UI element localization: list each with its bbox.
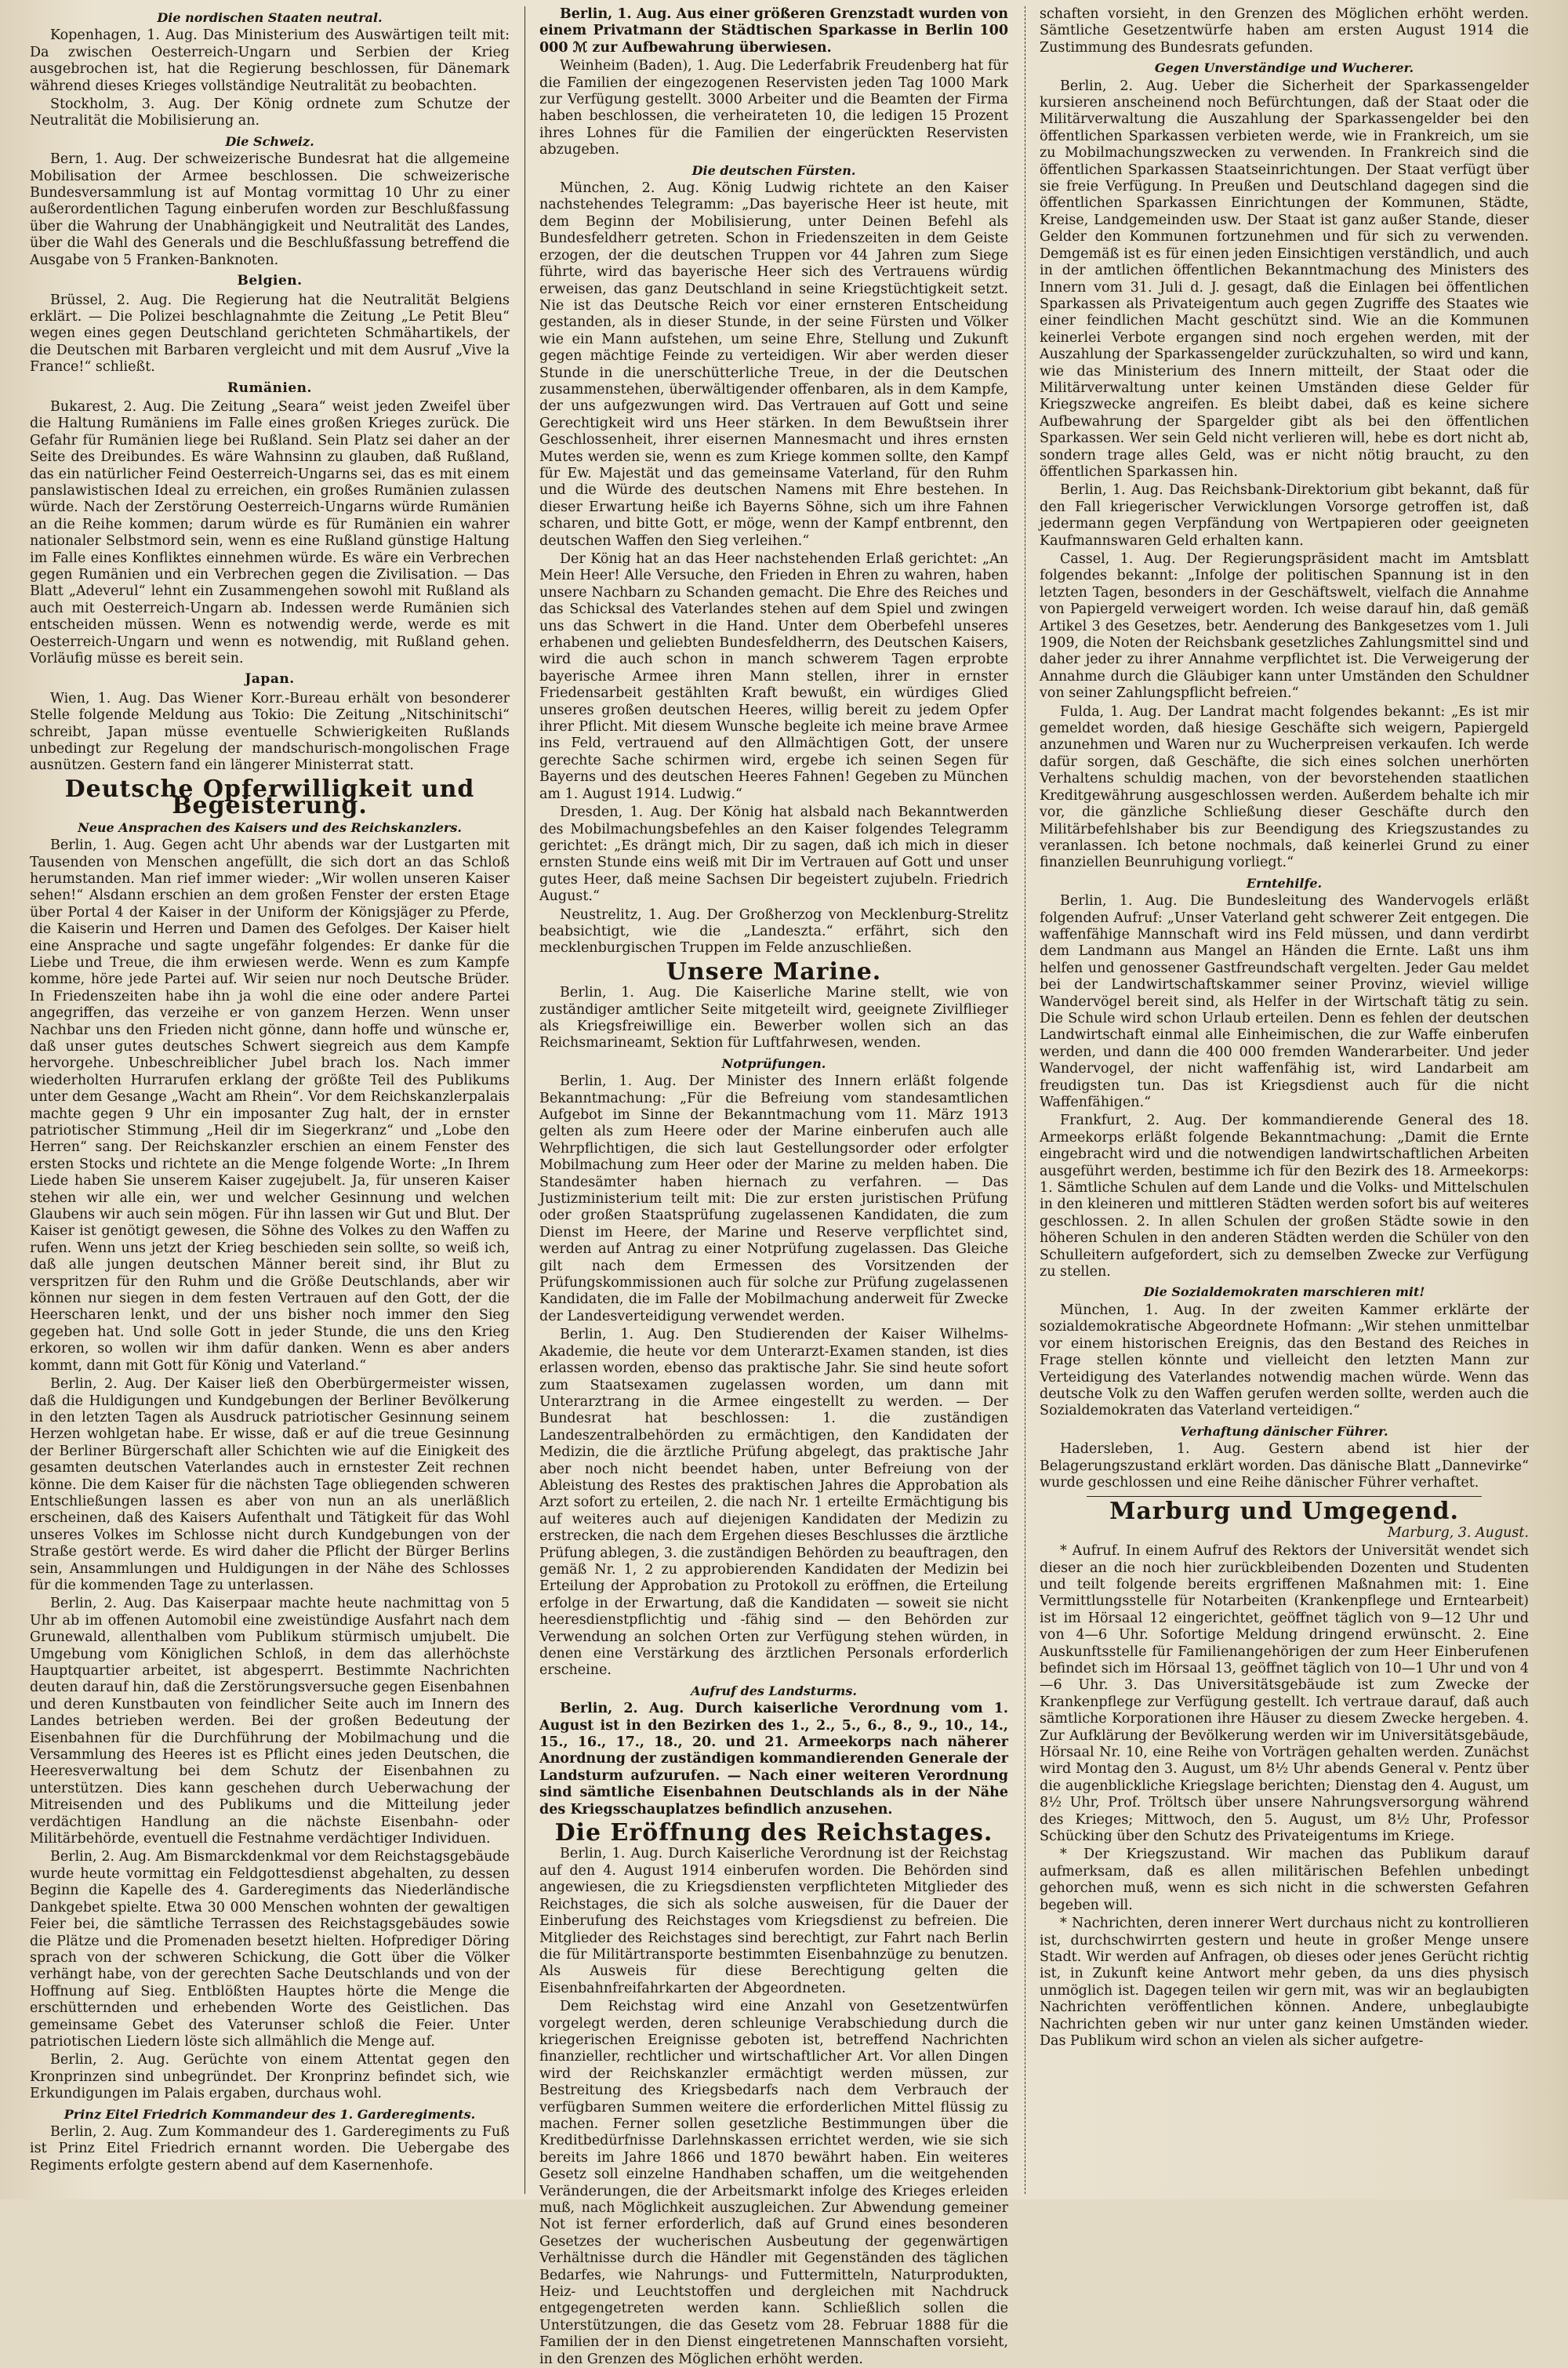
- separator-rule: [1087, 1496, 1482, 1497]
- article-berlin-reichstag: Berlin, 1. Aug. Durch Kaiserliche Verordnung ist der Reichstag auf den 4. August 1914 einberufen worden. Die Behörden sind angewiesen, die zu Kriegsdiensten verpflichteten Mitglieder des Reichstages, die sich als solche ausweisen, für die Dauer der Einberufung des Reichstages vom Kriegsdienst zu befreien. Die Mitglieder des Reichstages sind berechtigt, zur Fahrt nach Berlin die für Militärtransporte bestimmten Eisenbahnzüge zu benutzen. Als Ausweis für diese Berechtigung gelten die Eisenbahnfreifahrkarten der Abgeordneten.: [539, 1846, 1008, 1996]
- article-berlin-kaiserpaar: Berlin, 2. Aug. Das Kaiserpaar machte heute nachmittag von 5 Uhr ab im offenen Automobil eine zweistündige Ausfahrt nach dem Grunewald, allenthalben vom Publikum stürmisch umjubelt. Die Umgebung vom Königlichen Schloß, in dem das allerhöchste Hauptquartier arbeitet, ist abgesperrt. Bestimmte Nachrichten deuten darauf hin, daß die Zerstörungsversuche gegen Eisenbahnen und deren Kunstbauten von feindlicher Seite auch im Innern des Landes betrieben werden. Bei der großen Bedeutung der Eisenbahnen für die Durchführung der Mobilmachung und die Versammlung des Heeres ist es Pflicht eines jeden Deutschen, die Heeresverwaltung bei dem Schutz der Eisenbahnen zu unterstützen. Dies kann geschehen durch Ueberwachung der Mitreisenden und des Publikums und die Mitteilung jeder verdächtigen Handlung an die nächste Eisenbahn- oder Militärbehörde, eventuell die Festnahme verdächtiger Individuen.: [30, 1596, 510, 1847]
- section-title-opferwilligkeit: Deutsche Opferwilligkeit und Begeisterung.: [64, 775, 475, 820]
- article-berlin-landsturm: Berlin, 2. Aug. Durch kaiserliche Verordnung vom 1. August ist in den Bezirken des 1., 2., 5., 6., 8., 9., 10., 14., 15., 16., 17., 18., 20. und 21. Armeekorps nach näherer Anordnung der zuständigen kommandierenden Generale der Landsturm aufzurufen. — Nach einer weiteren Verordnung sind sämtliche Eisenbahnen Deutschlands als in der Nähe des Kriegsschauplatzes befindlich anzusehen.: [539, 1701, 1008, 1818]
- dateline-marburg: Marburg, 3. August.: [1387, 1524, 1529, 1541]
- heading-verhaftung: Verhaftung dänischer Führer.: [1180, 1423, 1388, 1439]
- heading-erntehilfe: Erntehilfe.: [1246, 875, 1323, 891]
- heading-sozialdemokraten: Die Sozialdemokraten marschieren mit!: [1143, 1284, 1425, 1300]
- article-berlin-studierende: Berlin, 1. Aug. Den Studierenden der Kaiser Wilhelms-Akademie, die heute vor dem Unterarzt-Examen standen, ist dies erlassen worden, ebenso das praktische Jahr. Sie sind heute sofort zum Staatsexamen zugelassen worden, um dann mit Unterarztrang in die Armee eingestellt zu werden. — Der Bundesrat hat beschlossen: 1. die zuständigen Landeszentralbehörden zu ermächtigen, den Kandidaten der Medizin, die die ärztliche Prüfung abgelegt, das praktische Jahr aber noch nicht beendet haben, unter Befreiung von der Ableistung des Restes des praktischen Jahres die Approbation als Arzt sofort zu erteilen, 2. die nach Nr. 1 erteilte Ermächtigung bis auf weiteres auch auf diejenigen Kandidaten der Medizin zu erstrecken, die nach dem Ergehen dieses Beschlusses die ärztliche Prüfung ablegen, 3. die zuständigen Behörden zu beauftragen, den gemäß Nr. 1, 2 zu approbierenden Kandidaten der Medizin bei Erteilung der Approbation zu Protokoll zu eröffnen, die Erteilung erfolge in der Erwartung, daß die Kandidaten — soweit sie nicht heeresdienstpflichtig und -fähig sind — den Behörden zur Verwendung an solchen Orten zur Verfügung stehen würden, in denen eine Verstärkung des ärztlichen Personals erforderlich erscheine.: [539, 1327, 1008, 1679]
- article-muenchen-telegramm: München, 2. Aug. König Ludwig richtete an den Kaiser nachstehendes Telegramm: „Das bayerische Heer ist heute, mit dem Beginn der Mobilisierung, unter Deinen Befehl als Bundesfeldherr getreten. Schon in Friedenszeiten in dem Geiste erzogen, der die deutschen Truppen vor 44 Jahren zum Siege führte, wird das bayerische Heer sich des Vertrauens würdig erweisen, das ganz Deutschland in seine Kriegstüchtigkeit setzt. Nie ist das Deutsche Reich vor einer ernsteren Entscheidung gestanden, als in dieser Stunde, in der seine Fürsten und Völker wie ein Mann aufstehen, um seine Ehre, Stellung und Zukunft gegen mächtige Feinde zu verteidigen. Wir aber werden dieser Stunde in die unerschütterliche Treue, in der die Deutschen zusammenstehen, überwältigender offenbaren, als in dem Kampfe, der uns aufgezwungen wird. Das Vertrauen auf Gott und seine Gerechtigkeit wird uns Heer stärken. In dem Bewußtsein ihrer Geschlossenheit, ihrer eisernen Mannesmacht und ihres ernsten Mutes werden sie, wenn es zum Kriege kommen sollte, den Kampf für Ew. Majestät und das gemeinsame Vaterland, für den Ruhm und die Würde des deutschen Namens mit Ehre bestehen. In dieser Erwartung heiße ich Bayerns Söhne, sich um ihre Fahnen scharen, und bitte Gott, er möge, wenn der Kampf entbrennt, den deutschen Waffen den Sieg verleihen.“: [539, 180, 1008, 549]
- heading-belgien: Belgien.: [237, 273, 303, 289]
- article-muenchen-erlass: Der König hat an das Heer nachstehenden Erlaß gerichtet: „An Mein Heer! Alle Versuche, den Frieden in Ehren zu wahren, haben unsere Nachbarn zu Schanden gemacht. Die Ehre des Reiches und das Schicksal des Vaterlandes stehen auf dem Spiel und zwingen uns das Schwert in die Hand. Unter dem Oberbefehl unseres erhabenen und geliebten Bundesfeldherrn, des Deutschen Kaisers, wird die auch schon in manch schwerem Tagen erprobte bayerische Armee ihren Mann stellen, ihrer in ernster Friedensarbeit gestählten Kraft bewußt, ein würdiges Glied unseres großen deutschen Heeres, willig bereit zu jedem Opfer ihrer Pflicht. Mit diesem Wunsche begleite ich meine brave Armee ins Feld, vertrauend auf den Allmächtigen Gott, der unsere gerechte Sache schirmen wird, ergebe ich seinen Segen für Bayerns und des deutschen Heeres Fahnen! Gegeben zu München am 1. August 1914. Ludwig.“: [539, 551, 1008, 802]
- heading-nordic-states: Die nordischen Staaten neutral.: [157, 10, 383, 25]
- article-fulda: Fulda, 1. Aug. Der Landrat macht folgendes bekannt: „Es ist mir gemeldet worden, daß hiesige Geschäfte sich weigern, Papiergeld anzunehmen und Waren nur zu Wucherpreisen verkaufen. Ich werde dafür sorgen, daß Geschäfte, die sich eines solchen unerhörten Verhaltens schuldig machen, von der bevorstehenden staatlichen Kreditgewährung ausgeschlossen werden. Außerdem behalte ich mir vor, die gänzliche Schließung dieser Geschäfte durch den Militärbefehlshaber bis zur Beendigung des Kriegszustandes zu veranlassen. Ich betone nochmals, daß keinerlei Grund zu einer finanziellen Beunruhigung vorliegt.“: [1040, 703, 1529, 871]
- article-kriegszustand: * Der Kriegszustand. Wir machen das Publikum darauf aufmerksam, daß es allen militärischen Befehlen unbedingt gehorchen muß, wenn es sich nicht in die schwersten Gefahren begeben will.: [1040, 1847, 1529, 1913]
- column-1: [30, 6, 510, 2194]
- article-weinheim: Weinheim (Baden), 1. Aug. Die Lederfabrik Freudenberg hat für die Familien der eingezogenen Reservisten jeden Tag 1000 Mark zur Verfügung gestellt. 3000 Arbeiter und die Beamten der Firma haben beschlossen, die verheirateten 10, die ledigen 15 Prozent ihres Lohnes für die Familien der eingerückten Reservisten abzugeben.: [539, 58, 1008, 158]
- column-3: [1040, 6, 1529, 2194]
- article-berlin-gottesdienst: Berlin, 2. Aug. Am Bismarckdenkmal vor dem Reichstagsgebäude wurde heute vormittag ein Feldgottesdienst abgehalten, zu dessen Beginn die Kapelle des 4. Garderegiments das Niederländische Dankgebet spielte. Etwa 30 000 Menschen wohnten der gewaltigen Feier bei, die sämtliche Terrassen des Reichstagsgebäudes sowie die Plätze und die Promenaden besetzt hielten. Hofprediger Döring sprach von der schweren Schickung, die Gott über die Völker verhängt habe, von der gerechten Sache Deutschlands und von der Hoffnung auf Sieg. Entblößten Hauptes hörte die Menge die erschütternden und erhebenden Worte des Geistlichen. Das gemeinsame Gebet des Vaterunser schloß die Feier. Unter patriotischen Liedern löste sich allmählich die Menge auf.: [30, 1849, 510, 2050]
- article-bukarest: Bukarest, 2. Aug. Die Zeitung „Seara“ weist jeden Zweifel über die Haltung Rumäniens im Falle eines großen Krieges zurück. Die Gefahr für Rumänien liege bei Rußland. Sein Platz sei daher an der Seite des Dreibundes. Es wäre Wahnsinn zu glauben, daß Rußland, das ein natürlicher Feind Oesterreich-Ungarns sei, das es mit einem panslawistischen Ideal zu erreichen, ein großes Rumänien zulassen würde. Nach der Zerstörung Oesterreich-Ungarns würde Rumänien an die Reihe kommen; darum würde es für Rumänien ein wahrer nationaler Selbstmord sein, wenn es eine Rußland günstige Haltung im Falle eines Konfliktes einnehmen würde. Es wäre ein Verbrechen gegen Rumänien und ein Verbrechen gegen die Zivilisation. — Das Blatt „Adeverul“ lehnt ein Zusammengehen sowohl mit Rußland als auch mit Oesterreich-Ungarn ab. Indessen werde Rumänien sich entscheiden müssen. Wenn es notwendig werde, werde es mit Oesterreich-Ungarn und wenn es notwendig, mit Rußland gehen. Vorläufig müsse es bereit sein.: [30, 398, 510, 667]
- article-muenchen-hofmann: München, 1. Aug. In der zweiten Kammer erklärte der sozialdemokratische Abgeordnete Hofmann: „Wir stehen unmittelbar vor einem historischen Ereignis, das den Bestand des Reiches in Frage stellen könnte und vielleicht den letzten Mann zur Verteidigung des Vaterlandes notwendig machen würde. Wenn das deutsche Volk zu den Waffen gerufen werden sollte, werden auch die Sozialdemokraten das Vaterland verteidigen.“: [1040, 1302, 1529, 1419]
- article-berlin-notpruefungen: Berlin, 1. Aug. Der Minister des Innern erläßt folgende Bekanntmachung: „Für die Befreiung vom standesamtlichen Aufgebot im Sinne der Bekanntmachung vom 11. März 1913 gelten als zum Heere oder der Marine einberufen auch alle Wehrpflichtigen, die sich laut Gestellungsorder oder erfolgter Mobilmachung zum Heer oder der Marine zu melden haben. Die Standesämter haben hiernach zu verfahren. — Das Justizministerium teilt mit: Die zur ersten juristischen Prüfung oder großen Staatsprüfung zugelassenen Kandidaten, die zum Dienst im Heere, der Marine und Reserve verpflichtet sind, werden auf Antrag zu einer Notprüfung zugelassen. Das Gleiche gilt nach dem Ermessen des Vorsitzenden der Prüfungskommissionen auch für solche zur Prüfung zugelassenen Kandidaten, die im Falle der Mobilmachung anderweit für Zwecke der Landesverteidigung verwendet werden.: [539, 1073, 1008, 1324]
- heading-notpruefungen: Notprüfungen.: [721, 1055, 826, 1071]
- article-stockholm: Stockholm, 3. Aug. Der König ordnete zum Schutze der Neutralität die Mobilisierung an.: [30, 96, 510, 129]
- subheading-ansprachen: Neue Ansprachen des Kaisers und des Reichskanzlers.: [78, 819, 462, 835]
- section-title-marburg: Marburg und Umgegend.: [1109, 1498, 1459, 1526]
- heading-deutsche-fuersten: Die deutschen Fürsten.: [691, 162, 856, 178]
- article-berlin-marine: Berlin, 1. Aug. Die Kaiserliche Marine stellt, wie von zuständiger amtlicher Seite mitgeteilt wird, geeignete Zivilflieger als Kriegsfreiwillige ein. Bewerber wollen sich an das Reichsmarineamt, Sektion für Luftfahrwesen, wenden.: [539, 985, 1008, 1051]
- article-berlin-kaiser: Berlin, 1. Aug. Gegen acht Uhr abends war der Lustgarten mit Tausenden von Menschen angefüllt, die sich dort an das Schloß herumstanden. Man rief immer wieder: „Wir wollen unseren Kaiser sehen!“ Alsdann erschien an dem großen Fenster der ersten Etage über Portal 4 der Kaiser in der Uniform der Königsjäger zu Pferde, die Kaiserin und Herren und Damen des Gefolges. Der Kaiser hielt eine Ansprache und sagte ungefähr folgendes: Er danke für die Liebe und Treue, die ihm erwiesen werde. Wenn es zum Kampfe komme, höre jede Partei auf. Wir seien nur noch Deutsche Brüder. In Friedenszeiten habe ihn ja wohl die eine oder andere Partei angegriffen, das verzeihe er von ganzem Herzen. Wenn unser Nachbar uns den Frieden nicht gönne, dann hoffe und wünsche er, daß unser gutes deutsches Schwert siegreich aus dem Kampfe hervorgehe. Unbeschreiblicher Jubel brach los. Nach immer wiederholten Hurrarufen erklang der größte Teil des Publikums unter dem Gesange „Wacht am Rhein“. Vor dem Reichskanzlerpalais machte gegen 9 Uhr ein imposanter Zug halt, der in ernster patriotischer Stimmung „Heil dir im Siegerkranz“ und „Lobe den Herren“ sang. Der Reichskanzler erschien an einem Fenster des ersten Stocks und richtete an die Menge folgende Worte: „In Ihrem Liede haben Sie unserem Kaiser zugejubelt. Ja, für unseren Kaiser stehen wir alle ein, wer und welcher Gesinnung und welchen Glaubens wir auch sein mögen. Für ihn lassen wir Gut und Blut. Der Kaiser ist genötigt gewesen, die Söhne des Volkes zu den Waffen zu rufen. Wenn uns jetzt der Krieg beschieden sein sollte, so weiß ich, daß alle jungen deutschen Männer bereit sind, ihr Blut zu verspritzen für den Ruhm und die Größe Deutschlands, aber wir können nur siegen in dem festen Vertrauen auf den Gott, der die Heerscharen lenkt, und der uns bisher noch immer den Sieg gegeben hat. Und solle Gott in jeder Stunde, die uns den Krieg erkoren, so wollen wir ihm dafür danken. Wenn es aber anders kommt, dann mit Gott für König und Vaterland.“: [30, 837, 510, 1374]
- article-nachrichten: * Nachrichten, deren innerer Wert durchaus nicht zu kontrollieren ist, durchschwirrten gestern und heute in großer Menge unsere Stadt. Wir werden auf Anfragen, ob dieses oder jenes Gerücht richtig ist, in Zukunft keine Antwort mehr geben, da uns dies physisch unmöglich ist. Dagegen teilen wir gern mit, was wir an beglaubigten Nachrichten veröffentlichen können. Andere, unbeglaubigte Nachrichten geben wir nur unter ganz keinen Umständen wieder. Das Publikum wird schon an vielen als sicher aufgetre-: [1040, 1916, 1529, 2049]
- article-berlin-direktorium: Berlin, 1. Aug. Das Reichsbank-Direktorium gibt bekannt, daß für den Fall kriegerischer Verwicklungen Vorsorge getroffen ist, daß jedermann gegen Verpfändung von Wertpapieren oder geeigneten Kaufmannswaren Geld erhalten kann.: [1040, 482, 1529, 549]
- article-bruessel: Brüssel, 2. Aug. Die Regierung hat die Neutralität Belgiens erklärt. — Die Polizei beschlagnahmte die Zeitung „Le Petit Bleu“ wegen eines gegen Deutschland gerichteten Schmähartikels, der die Deutschen mit Barbaren vergleicht und mit dem Ausruf „Vive la France!“ schließt.: [30, 292, 510, 376]
- article-berlin-sparkasse: Berlin, 1. Aug. Aus einer größeren Grenzstadt wurden von einem Privatmann der Städtischen Sparkasse in Berlin 100 000 ℳ zur Aufbewahrung überwiesen.: [539, 6, 1008, 56]
- article-berlin-sparkassen: Berlin, 2. Aug. Ueber die Sicherheit der Sparkassengelder kursieren anscheinend noch Befürchtungen, daß der Staat oder die Militärverwaltung die Auszahlung der Sparkassengelder bei den öffentlichen Sparkassen verbieten werde, wie in Frankreich, um sie zu Mobilmachungszwecken zu verwenden. In Frankreich sind die öffentlichen Sparkassen Staatseinrichtungen. Der Staat verfügt über sie freie Verfügung. In Preußen und Deutschland dagegen sind die öffentlichen Sparkassen Einrichtungen der Kommunen, Städte, Kreise, Landgemeinden usw. Der Staat ist ganz außer Stande, dieser Gelder den Kommunen fortzunehmen und für sich zu verwenden. Demgemäß ist es für einen jeden Einsichtigen verständlich, und auch in der amtlichen öffentlichen Bekanntmachung des Ministers des Innern vom 31. Juli d. J. gesagt, daß die Einlagen bei öffentlichen Sparkassen als Privateigentum auch gegen Zugriffe des Staates wie einer feindlichen Macht geschützt sind. Wie an die Kommunen keinerlei Verbote ergangen sind noch ergehen werden, mit der Auszahlung der Sparkassengelder zurückzuhalten, so wird und kann, wie das Ministerium des Innern mitteilt, der Staat oder die Militärverwaltung unter keinen Umständen diese Gelder für Kriegszwecke angreifen. Es bleibt dabei, daß es keine sichere Aufbewahrung der Spargelder gibt als bei den öffentlichen Sparkassen. Wer sein Geld nicht verlieren will, hebe es dort nicht ab, sondern trage alles Geld, was er nicht nötig braucht, zu den öffentlichen Sparkassen hin.: [1040, 78, 1529, 480]
- article-dresden: Dresden, 1. Aug. Der König hat alsbald nach Bekanntwerden des Mobilmachungsbefehles an den Kaiser folgendes Telegramm gerichtet: „Es drängt mich, Dir zu sagen, daß ich mich in dieser ernsten Stunde eins weiß mit Dir im Vertrauen auf Gott und unser gutes Heer, daß meine Sachsen Dir begeistert zujubeln. Friedrich August.“: [539, 804, 1008, 905]
- column-rule-left: [524, 6, 525, 2194]
- heading-rumaenien: Rumänien.: [227, 380, 312, 396]
- article-berlin-buergermeister: Berlin, 2. Aug. Der Kaiser ließ den Oberbürgermeister wissen, daß die Huldigungen und Kundgebungen der Berliner Bevölkerung in den letzten Tagen als Ausdruck patriotischer Gesinnung seinem Herzen wohlgetan habe. Er wisse, daß er auf die treue Gesinnung der Berliner Bürgerschaft aller Schichten wie auf die Einigkeit des gesamten deutschen Vaterlandes auch in ernstester Zeit rechnen könne. Die dem Kaiser für die nächsten Tage obliegenden schweren Entschließungen lassen es aber von nun an als unerläßlich erscheinen, daß des Kaisers Aufenthalt und Tätigkeit für das Wohl unseres Volkes im Schlosse nicht durch Kundgebungen von der Straße gestört werde. Es wird daher die Pflicht der Bürger Berlins sein, Ansammlungen und Huldigungen in der Nähe des Schlosses für die kommenden Tage zu unterlassen.: [30, 1376, 510, 1593]
- article-hadersleben: Hadersleben, 1. Aug. Gestern abend ist hier der Belagerungszustand erklärt worden. Das dänische Blatt „Dannevirke“ wurde geschlossen und eine Reihe dänischer Führer verhaftet.: [1040, 1441, 1529, 1491]
- section-title-reichstag: Die Eröffnung des Reichstages.: [554, 1819, 993, 1847]
- article-neustrelitz: Neustrelitz, 1. Aug. Der Großherzog von Mecklenburg-Strelitz beabsichtigt, wie die „Landeszta.“ erfährt, sich den mecklenburgischen Truppen im Felde anzuschließen.: [539, 906, 1008, 957]
- article-berlin-eitel: Berlin, 2. Aug. Zum Kommandeur des 1. Garderegiments zu Fuß ist Prinz Eitel Friedrich ernannt worden. Die Uebergabe des Regiments erfolgte gestern abend auf dem Kasernenhofe.: [30, 2123, 510, 2174]
- article-frankfurt: Frankfurt, 2. Aug. Der kommandierende General des 18. Armeekorps erläßt folgende Bekanntmachung: „Damit die Ernte eingebracht wird und die notwendigen landwirtschaftlichen Arbeiten ausgeführt werden, bestimme ich für den Bezirk des 18. Armeekorps: 1. Sämtliche Schulen auf dem Lande und die Volks- und Mittelschulen in den kleineren und mittleren Städten werden sofort bis auf weiteres geschlossen. 2. In allen Schulen der großen Städte sowie in den höheren Schulen in den anderen Städten werden die Schüler von den Schulleitern aufgefordert, sich zu demselben Zwecke zur Verfügung zu stellen.: [1040, 1113, 1529, 1280]
- article-reichstag-vorlagen: Dem Reichstag wird eine Anzahl von Gesetzentwürfen vorgelegt werden, deren schleunige Verabschiedung durch die kriegerischen Ereignisse geboten ist, betreffend Nachrichten finanzieller, rechtlicher und wirtschaftlicher Art. Vor allen Dingen wird der Reichskanzler ermächtigt werden müssen, zur Bestreitung des Kriegsbedarfs nach dem Verbrauch der verfügbaren Summen weitere die erforderlichen Mittel flüssig zu machen. Ferner sollen gesetzliche Bestimmungen über die Kreditbedürfnisse Darlehnskassen errichtet werden, wie sie sich bereits im Jahre 1866 und 1870 bewährt haben. Ein weiteres Gesetz soll einzelne Handhaben schaffen, um die weitgehenden Veränderungen, die der Arbeitsmarkt infolge des Krieges erleiden muß, nach Möglichkeit auszugleichen. Zur Abwendung gemeiner Not ist ferner erforderlich, daß auf Grund eines besonderen Gesetzes der wucherischen Ausbeutung der gegenwärtigen Verhältnisse durch die Händler mit Gegenständen des täglichen Bedarfes, wie Nahrungs- und Futtermitteln, Naturprodukten, Heiz- und Leuchtstoffen und dergleichen mit Nachdruck entgegengetreten werden kann. Schließlich sollen die Unterstützungen, die das Gesetz vom 28. Februar 1888 für die Familien der in den Dienst eingetretenen Mannschaften vorsieht, in den Grenzen des Möglichen erhöht werden.: [539, 1999, 1008, 2367]
- article-kopenhagen: Kopenhagen, 1. Aug. Das Ministerium des Auswärtigen teilt mit: Da zwischen Oesterreich-Ungarn und Serbien der Krieg ausgebrochen ist, hat die Regierung beschlossen, für Dänemark während dieses Krieges vollständige Neutralität zu beobachten.: [30, 27, 510, 94]
- article-cassel: Cassel, 1. Aug. Der Regierungspräsident macht im Amtsblatt folgendes bekannt: „Infolge der politischen Spannung ist in den letzten Tagen, besonders in der Geschäftswelt, vielfach die Annahme von Papiergeld verweigert worden. Ich weise darauf hin, daß gemäß Artikel 3 des Gesetzes, betr. Aenderung des Bankgesetzes vom 1. Juli 1909, die Noten der Reichsbank gesetzliches Zahlungsmittel sind und daher jeder zu ihrer Annahme verpflichtet ist. Die Verweigerung der Annahme durch die Gläubiger kann unter Umständen den Schuldner von seiner Zahlungspflicht befreien.“: [1040, 551, 1529, 702]
- heading-schweiz: Die Schweiz.: [225, 133, 314, 149]
- article-continuation-top: schaften vorsieht, in den Grenzen des Möglichen erhöht werden. Sämtliche Gesetzentwürfe haben am ersten August 1914 die Zustimmung des Bundesrats gefunden.: [1040, 6, 1529, 56]
- heading-wucherer: Gegen Unverständige und Wucherer.: [1154, 60, 1414, 76]
- article-berlin-attentat: Berlin, 2. Aug. Gerüchte von einem Attentat gegen den Kronprinzen sind unbegründet. Der Kronprinz befindet sich, wie Erkundigungen im Palais ergaben, durchaus wohl.: [30, 2052, 510, 2102]
- article-bern: Bern, 1. Aug. Der schweizerische Bundesrat hat die allgemeine Mobilisation der Armee beschlossen. Die schweizerische Bundesversammlung ist auf Montag vormittag 10 Uhr zu einer außerordentlichen Tagung einberufen worden zur Beschlußfassung über die Wahrung der Unabhängigkeit und Neutralität des Landes, über die Wahl des Generals und die Beschlußfassung betreffend die Ausgabe von 5 Franken-Banknoten.: [30, 151, 510, 268]
- heading-japan: Japan.: [245, 671, 295, 688]
- article-wien: Wien, 1. Aug. Das Wiener Korr.-Bureau erhält von besonderer Stelle folgende Meldung aus Tokio: Die Zeitung „Nitschinitschi“ schreibt, Japan müsse eventuelle Schwierigkeiten Rußlands unbedingt zur Regelung der mandschurisch-mongolischen Frage ausnützen. Gestern fand ein längerer Ministerrat statt.: [30, 690, 510, 774]
- subheading-eitel-friedrich: Prinz Eitel Friedrich Kommandeur des 1. Garderegiments.: [64, 2106, 476, 2122]
- article-berlin-wandervogel: Berlin, 1. Aug. Die Bundesleitung des Wandervogels erläßt folgenden Aufruf: „Unser Vaterland geht schwerer Zeit entgegen. Die waffenfähige Mannschaft wird ins Feld müssen, und dann verdirbt dem Landmann aus Mangel an Händen die Ernte. Laßt uns ihm helfen und genossener Gastfreundschaft vergelten. Jeder Gau meldet bei der Landwirtschaftskammer seiner Provinz, wieviel willige Wandervögel bereit sind, als Helfer in der Wirtschaft tätig zu sein. Die Schule wird schon Urlaub erteilen. Denn es fehlen der deutschen Landwirtschaft einmal alle Einheimischen, die zur Waffe einberufen werden, und dann die 400 000 fremden Wanderarbeiter. Und jeder Wandervogel, der nicht waffenfähig ist, wird Landarbeit am freudigsten tun. Das ist Kriegsdienst auch für die nicht Waffenfähigen.“: [1040, 893, 1529, 1110]
- heading-landsturm: Aufruf des Landsturms.: [691, 1683, 857, 1698]
- column-2: [539, 6, 1008, 2367]
- article-aufruf: * Aufruf. In einem Aufruf des Rektors der Universität wendet sich dieser an die noch hier zurückbleibenden Dozenten und Studenten und teilt folgende bereits ergriffenen Maßnahmen mit: 1. Eine Vermittlungsstelle für Notarbeiten (Krankenpflege und Erntearbeit) ist im Hörsaal 12 eingerichtet, geöffnet täglich von 9—12 Uhr und von 4—6 Uhr. Sofortige Meldung dringend erwünscht. 2. Eine Auskunftsstelle für Familienangehörigen der zum Heer Einberufenen befindet sich im Hörsaal 13, geöffnet täglich von 10—1 Uhr und von 4—6 Uhr. 3. Das Universitätsgebäude ist zum Zwecke der Krankenpflege zur Verfügung gestellt. Ich vertraue darauf, daß auch sämtliche Korporationen ihre Häuser zu diesem Zwecke hergeben. 4. Zur Aufklärung der Bevölkerung werden wir im Universitätsgebäude, Hörsaal Nr. 10, eine Reihe von Vorträgen gehalten werden. Zunächst wird Montag den 3. August, um 8½ Uhr abends General v. Pentz über die augenblickliche Kriegslage berichten; Dienstag den 4. August, um 8½ Uhr, Prof. Tröltsch über unsere Nahrungsversorgung während des Krieges; Mittwoch, den 5. August, um 8½ Uhr, Professor Schücking über den Schutz des Privateigentums im Kriege.: [1040, 1543, 1529, 1845]
- section-title-marine: Unsere Marine.: [666, 957, 882, 986]
